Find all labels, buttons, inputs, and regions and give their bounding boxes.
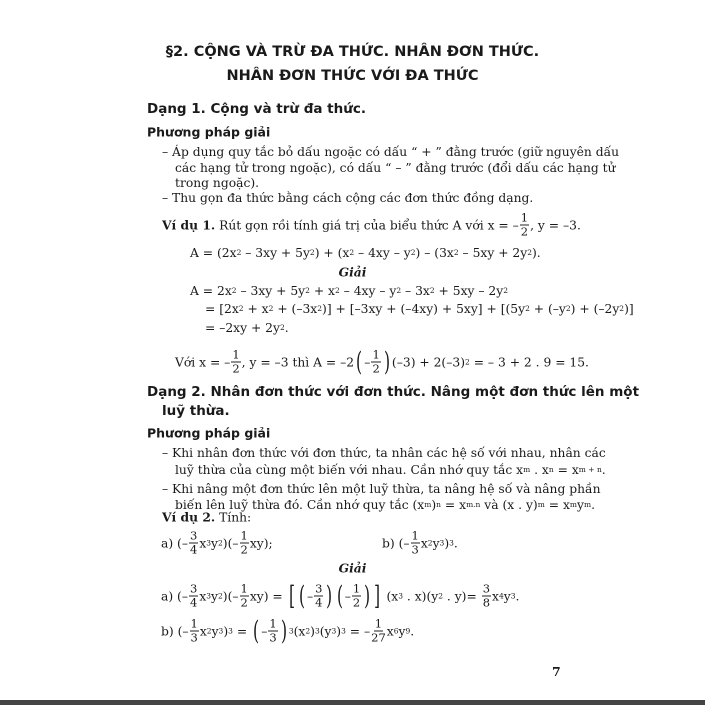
- text-run: – 5xy + 2y: [458, 246, 528, 260]
- text-run: = [2x: [205, 302, 239, 316]
- text-run: Dạng 1. Cộng và trừ đa thức.: [147, 101, 366, 117]
- text-run: a) (–: [161, 536, 188, 550]
- numerator: 1: [232, 347, 240, 362]
- text-run: – 3x: [401, 284, 430, 298]
- text-run: Rút gọn rồi tính giá trị của biểu thức A với x = –: [215, 218, 519, 232]
- numerator: 1: [411, 528, 419, 543]
- text-run: ).: [531, 246, 541, 260]
- text-run: x: [199, 536, 207, 550]
- fraction: [371, 349, 380, 376]
- fraction: [240, 530, 249, 557]
- fraction: [352, 583, 361, 610]
- text-run: = – 3 + 2 . 9 = 15.: [469, 355, 589, 369]
- text-run: = x: [553, 463, 579, 477]
- fraction: [371, 618, 386, 645]
- text-run: . y)=: [443, 589, 481, 603]
- text-run: ): [431, 498, 437, 512]
- solution-label-1: [0, 265, 705, 280]
- page-number: 7: [552, 664, 561, 679]
- denominator: 4: [189, 595, 198, 610]
- text-run: xy);: [249, 536, 273, 550]
- text-run: . x: [530, 463, 549, 477]
- denominator: 2: [240, 542, 248, 557]
- text-run: = x: [441, 498, 467, 512]
- numerator: 1: [240, 581, 248, 596]
- denominator: 2: [520, 224, 529, 239]
- text-run: b) (–: [161, 624, 189, 638]
- text-run: ): [223, 624, 229, 638]
- solution-1-step-1: A = 2x 2 – 3xy + 5y 2 + x 2 – 4xy – y 2 – 3x 2 + 5xy – 2y 2: [190, 284, 508, 298]
- text-run: Giải: [338, 560, 367, 576]
- text-run: x: [199, 624, 207, 638]
- text-run: Giải: [338, 264, 367, 280]
- method-1-bullet-1-cont: [175, 161, 616, 175]
- fraction: [240, 583, 249, 610]
- text-run: = –2xy + 2y: [205, 321, 280, 335]
- numerator: 3: [482, 581, 491, 596]
- large-bracket: ): [280, 616, 287, 646]
- text-run: –: [344, 589, 351, 603]
- text-run: – 4xy – y: [339, 284, 397, 298]
- text-run: Dạng 2. Nhân đơn thức với đơn thức. Nâng một đơn thức lên một: [147, 384, 640, 400]
- heading-dang-1: [147, 101, 366, 117]
- large-bracket: (: [336, 581, 343, 611]
- text-run: – Áp dụng quy tắc bỏ dấu ngoặc có dấu “ + ” đằng trước (giữ nguyên dấu: [162, 145, 620, 159]
- text-run: + (–3x: [273, 302, 318, 316]
- numerator: 1: [352, 581, 361, 596]
- fraction: [314, 583, 323, 610]
- text-run: y: [211, 624, 219, 638]
- text-run: – 4xy – y: [354, 246, 411, 260]
- text-run: Phương pháp giải: [147, 124, 271, 140]
- text-run: – 3xy + 5y: [241, 246, 310, 260]
- fraction: [520, 212, 529, 239]
- text-run: , y = –3 thì A = –2: [241, 355, 355, 369]
- large-bracket: (: [253, 616, 260, 646]
- text-run: x: [199, 589, 207, 603]
- text-run: – 3xy + 5y: [236, 284, 306, 298]
- large-bracket: [: [288, 581, 295, 611]
- text-run: – Thu gọn đa thức bằng cách cộng các đơn thức đồng dạng.: [162, 191, 534, 205]
- text-run: (–3) + 2(–3): [391, 355, 466, 369]
- text-run: xy) =: [249, 589, 287, 603]
- text-run: – Khi nhân đơn thức với đơn thức, ta nhân các hệ số với nhau, nhân các: [162, 446, 606, 460]
- denominator: 27: [371, 630, 386, 645]
- denominator: 3: [411, 542, 419, 557]
- method-2-bullet-2-cont: biến lên luỹ thừa đó. Cần nhớ quy tắc (x m ) n = x m.n và (x . y) m = x m y m .: [175, 498, 596, 512]
- text-run: ): [310, 624, 315, 638]
- solution-1-step-3: = –2xy + 2y 2 .: [205, 321, 289, 335]
- text-run: A = 2x: [190, 284, 232, 298]
- fraction: [411, 530, 420, 557]
- text-run: )(–: [222, 536, 239, 550]
- text-run: ): [336, 624, 342, 638]
- text-run: .: [284, 321, 289, 335]
- example-1-statement: [162, 212, 581, 239]
- text-run: y: [503, 589, 511, 603]
- text-run: (x: [293, 624, 306, 638]
- text-run: ) + (x: [314, 246, 350, 260]
- fraction: [231, 349, 240, 376]
- solution-1-evaluation: Với x = – $\frac{1}{2}$ , y = –3 thì A = –2 ( – $\frac{1}{2}$ ) (–3) + 2(–3) 2 = – 3 + 2 . 9 = 15.: [175, 347, 589, 377]
- large-bracket: ]: [374, 581, 381, 611]
- text-run: A = (2x: [190, 246, 237, 260]
- denominator: 3: [190, 630, 198, 645]
- text-run: y: [211, 589, 218, 603]
- numerator: 1: [372, 347, 380, 362]
- denominator: 2: [372, 361, 380, 376]
- text-run: luỹ thừa của cùng một biến với nhau. Cần nhớ quy tắc x: [175, 463, 524, 477]
- fraction: [482, 583, 491, 610]
- method-heading-1: [147, 125, 270, 140]
- denominator: 2: [232, 361, 240, 376]
- text-run: .: [410, 624, 415, 638]
- text-run: y: [398, 624, 406, 638]
- text-run: .: [601, 463, 606, 477]
- heading-dang-2-cont: [162, 403, 230, 419]
- fraction: [189, 583, 198, 610]
- denominator: 4: [189, 542, 198, 557]
- text-run: – Khi nâng một đơn thức lên một luỹ thừa, ta nâng hệ số và nâng phần: [162, 482, 601, 496]
- example-2-statement: [162, 510, 251, 525]
- text-run: trong ngoặc).: [175, 176, 260, 190]
- large-bracket: ): [383, 347, 390, 377]
- numerator: 3: [189, 528, 198, 543]
- text-run: , y = –3.: [530, 218, 581, 232]
- text-run: .: [515, 589, 520, 603]
- text-run: .: [453, 536, 458, 550]
- large-bracket: ): [364, 581, 371, 611]
- text-run: + 5xy – 2y: [434, 284, 504, 298]
- example-2-part-a: a) (– $\frac{3}{4}$ x 3 y 2 )(– $\frac{1}{2}$ xy);: [161, 528, 273, 557]
- text-run: –: [306, 589, 314, 603]
- text-run: (x: [382, 589, 399, 603]
- text-run: . x)(y: [403, 589, 439, 603]
- text-run: x: [492, 589, 499, 603]
- text-run: + x: [309, 284, 335, 298]
- text-run: a) (–: [161, 589, 188, 603]
- text-run: x: [386, 624, 394, 638]
- section-title-line2: NHÂN ĐƠN THỨC VỚI ĐA THỨC: [226, 68, 479, 84]
- denominator: 3: [269, 630, 277, 645]
- text-run: y: [211, 536, 218, 550]
- large-bracket: (: [298, 581, 305, 611]
- text-run: x: [420, 536, 428, 550]
- text-run: –: [364, 355, 371, 369]
- text-run: ): [444, 536, 450, 550]
- text-run: và (x . y): [480, 498, 538, 512]
- example-2-part-b: b) (– $\frac{1}{3}$ x 2 y 3 ) 3 .: [382, 528, 458, 557]
- text-run: y: [432, 536, 440, 550]
- text-run: )(–: [222, 589, 239, 603]
- numerator: 1: [269, 616, 277, 631]
- denominator: 4: [315, 595, 323, 610]
- text-run: + x: [243, 302, 269, 316]
- method-1-bullet-1: [162, 145, 619, 159]
- large-bracket: (: [356, 347, 363, 377]
- heading-dang-2: [147, 384, 639, 400]
- text-run: .: [591, 498, 596, 512]
- text-run: Với x = –: [175, 355, 231, 369]
- numerator: 1: [520, 210, 529, 225]
- text-run: b) (–: [382, 536, 410, 550]
- method-1-bullet-2: [162, 191, 533, 205]
- numerator: 1: [374, 616, 383, 631]
- text-run: Tính:: [215, 510, 252, 524]
- denominator: 2: [352, 595, 361, 610]
- text-run: = x: [544, 498, 570, 512]
- text-run: Phương pháp giải: [147, 425, 271, 441]
- text-run: –: [261, 624, 268, 638]
- text-run: y: [577, 498, 584, 512]
- bottom-edge-bar: [0, 700, 705, 705]
- denominator: 2: [240, 595, 248, 610]
- solution-2-part-a: a) (– $\frac{3}{4}$ x 3 y 2 )(– $\frac{1}{2}$ xy) = [ ( – $\frac{3}{4}$ ) ( – $\frac{1}{2}$ ) ] (x 3 . x)(y 2 . y)= $\frac{3}{8}$ x 4 y 3 .: [161, 581, 520, 611]
- text-run: biến lên luỹ thừa đó. Cần nhớ quy tắc (x: [175, 498, 425, 512]
- example-1-expression: A = (2x 2 – 3xy + 5y 2 ) + (x 2 – 4xy – y 2 ) – (3x 2 – 5xy + 2y 2 ).: [190, 246, 541, 260]
- numerator: 1: [240, 528, 248, 543]
- solution-label-2: [0, 561, 705, 576]
- method-heading-2: [147, 426, 270, 441]
- solution-1-step-2: = [2x 2 + x 2 + (–3x 2 )] + [–3xy + (–4xy) + 5xy] + [(5y 2 + (–y 2 ) + (–2y 2 )]: [205, 302, 634, 316]
- fraction: [189, 530, 198, 557]
- numerator: 3: [315, 581, 323, 596]
- method-2-bullet-2: [162, 482, 601, 496]
- method-2-bullet-1: [162, 446, 606, 460]
- text-run: các hạng tử trong ngoặc), có dấu “ – ” đằng trước (đổi dấu các hạng tử: [175, 161, 616, 175]
- text-run: )]: [624, 302, 634, 316]
- denominator: 8: [482, 595, 491, 610]
- bold-label: Ví dụ 2.: [162, 509, 216, 525]
- solution-2-part-b: b) (– $\frac{1}{3}$ x 2 y 3 ) 3 = ( – $\frac{1}{3}$ ) 3 (x 2 ) 3 (y 3 ) 3 = – $\frac{1}{27}$ x 6 y 9 .: [161, 616, 415, 646]
- text-run: )] + [–3xy + (–4xy) + 5xy] + [(5y: [322, 302, 526, 316]
- text-run: + (–y: [529, 302, 566, 316]
- text-run: ) + (–2y: [570, 302, 620, 316]
- fraction: [190, 618, 199, 645]
- large-bracket: ): [326, 581, 333, 611]
- text-run: luỹ thừa.: [162, 403, 230, 419]
- method-1-bullet-1-cont2: [175, 176, 259, 190]
- bold-label: Ví dụ 1.: [162, 217, 216, 233]
- text-run: (y: [319, 624, 332, 638]
- method-2-bullet-1-cont: luỹ thừa của cùng một biến với nhau. Cần nhớ quy tắc x m . x n = x m + n .: [175, 463, 606, 477]
- text-run: =: [232, 624, 252, 638]
- numerator: 3: [189, 581, 198, 596]
- text-run: ) – (3x: [415, 246, 454, 260]
- fraction: [268, 618, 277, 645]
- text-run: = –: [345, 624, 371, 638]
- numerator: 1: [190, 616, 198, 631]
- section-title-line1: §2. CỘNG VÀ TRỪ ĐA THỨC. NHÂN ĐƠN THỨC.: [165, 44, 540, 60]
